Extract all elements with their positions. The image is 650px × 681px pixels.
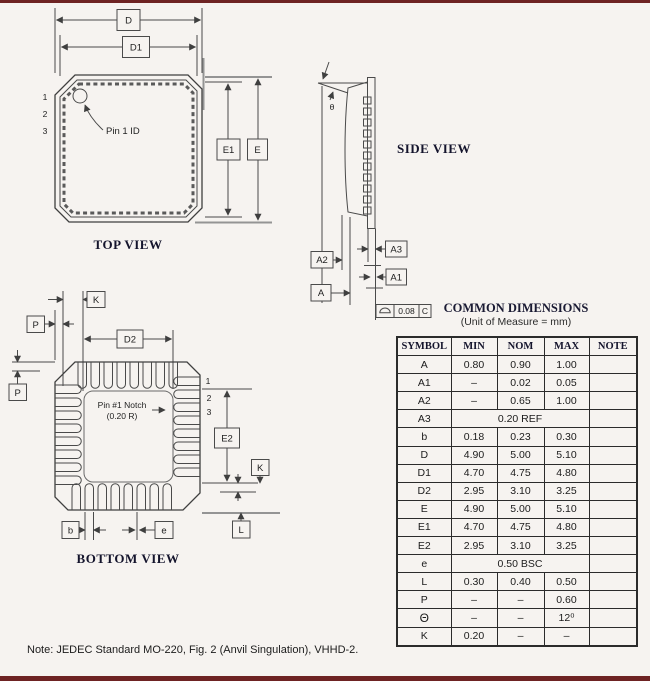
dim-label-l	[233, 521, 251, 538]
table-cell	[589, 464, 637, 482]
table-row	[397, 591, 637, 609]
table-row	[397, 627, 637, 646]
table-row	[397, 518, 637, 536]
table-cell: K	[397, 627, 451, 646]
table-cell: 0.65	[497, 392, 544, 410]
dim-label-k-right	[252, 460, 270, 476]
table-cell: 0.40	[497, 573, 544, 591]
table-row	[397, 573, 637, 591]
table-row	[397, 446, 637, 464]
common-dimensions-table	[396, 336, 638, 647]
dim-label-a1	[386, 269, 407, 285]
table-cell	[589, 410, 637, 428]
svg-text:e: e	[161, 525, 167, 537]
dim-label-e1	[217, 139, 240, 160]
dim-label-e-pitch	[155, 522, 173, 539]
table-row	[397, 482, 637, 500]
bottom-view-linework	[12, 291, 280, 540]
table-cell: 0.30	[544, 428, 589, 446]
bottom-view	[9, 291, 280, 566]
table-row	[397, 428, 637, 446]
table-cell: 0.80	[451, 356, 497, 374]
table-cell: E2	[397, 537, 451, 555]
dim-label-d2	[117, 330, 143, 348]
table-cell: 4.90	[451, 500, 497, 518]
table-row	[397, 392, 637, 410]
table-cell: D2	[397, 482, 451, 500]
side-view-linework	[318, 62, 386, 320]
table-cell: A2	[397, 392, 451, 410]
table-cell	[589, 374, 637, 392]
table-cell: –	[497, 627, 544, 646]
table-cell: –	[497, 591, 544, 609]
table-cell: A3	[397, 410, 451, 428]
svg-text:b: b	[67, 525, 74, 537]
table-cell	[589, 392, 637, 410]
svg-text:E1: E1	[222, 145, 235, 156]
table-cell: 3.10	[497, 482, 544, 500]
table-header-cell: NOM	[497, 337, 544, 356]
table-row	[397, 500, 637, 518]
table-cell	[589, 591, 637, 609]
table-cell: 0.05	[544, 374, 589, 392]
pin-number-1: 1	[205, 376, 211, 386]
table-cell: E1	[397, 518, 451, 536]
table-cell: b	[397, 428, 451, 446]
dim-label-k-top	[87, 292, 105, 308]
table-cell	[589, 446, 637, 464]
table-cell: 0.20	[451, 627, 497, 646]
table-cell: 12⁰	[544, 609, 589, 627]
table-cell: 1.00	[544, 356, 589, 374]
table-cell: 3.10	[497, 537, 544, 555]
table-cell: 0.50	[544, 573, 589, 591]
dim-label-p-top	[27, 316, 45, 333]
table-cell: E	[397, 500, 451, 518]
table-row	[397, 555, 637, 573]
table-cell: 0.02	[497, 374, 544, 392]
svg-text:D: D	[125, 15, 132, 27]
table-cell	[589, 627, 637, 646]
svg-text:E: E	[254, 145, 261, 156]
svg-text:P: P	[32, 319, 39, 331]
table-row	[397, 464, 637, 482]
table-cell: 2.95	[451, 482, 497, 500]
table-cell: 3.25	[544, 537, 589, 555]
svg-text:K: K	[257, 463, 264, 474]
table-cell	[589, 537, 637, 555]
table-cell: –	[451, 591, 497, 609]
table-cell: 4.80	[544, 518, 589, 536]
table-cell	[589, 482, 637, 500]
table-cell: 5.10	[544, 500, 589, 518]
table-cell: 3.25	[544, 482, 589, 500]
dim-label-a2	[311, 252, 333, 269]
table-cell: 4.75	[497, 464, 544, 482]
table-cell: 1.00	[544, 392, 589, 410]
table-cell: 4.70	[451, 518, 497, 536]
table-cell	[589, 518, 637, 536]
svg-text:C: C	[421, 305, 429, 316]
table-cell: 0.20 REF	[451, 410, 589, 428]
table-cell: D1	[397, 464, 451, 482]
svg-text:A3: A3	[390, 244, 403, 256]
table-cell: 2.95	[451, 537, 497, 555]
dim-label-e	[248, 139, 268, 160]
table-cell: –	[497, 609, 544, 627]
table-cell: e	[397, 555, 451, 573]
table-cell: –	[544, 627, 589, 646]
table-header-cell: SYMBOL	[397, 337, 451, 356]
table-row	[397, 374, 637, 392]
table-row	[397, 410, 637, 428]
table-cell: –	[451, 609, 497, 627]
dim-label-e2	[215, 428, 240, 448]
jedec-note: Note: JEDEC Standard MO-220, Fig. 2 (Anvil Singulation), VHHD-2.	[27, 644, 359, 656]
table-row	[397, 609, 637, 627]
svg-text:P: P	[14, 387, 21, 399]
table-cell: 0.18	[451, 428, 497, 446]
table-header-cell: NOTE	[589, 337, 637, 356]
table-cell: 0.90	[497, 356, 544, 374]
svg-text:D1: D1	[129, 42, 143, 54]
table-cell: 5.00	[497, 446, 544, 464]
table-cell	[589, 356, 637, 374]
seating-plane-icon	[380, 308, 390, 313]
pin1-notch-label-line1: Pin #1 Notch	[97, 400, 147, 410]
table-cell	[589, 500, 637, 518]
table-cell: 0.60	[544, 591, 589, 609]
table-cell: –	[451, 392, 497, 410]
table-cell: D	[397, 446, 451, 464]
table-header-cell: MIN	[451, 337, 497, 356]
dim-label-a3	[386, 241, 408, 257]
table-row	[397, 356, 637, 374]
common-dimensions-title: COMMON DIMENSIONS	[443, 301, 589, 315]
bottom-view-title: BOTTOM VIEW	[76, 551, 180, 566]
table-cell: L	[397, 573, 451, 591]
dim-label-d	[117, 10, 140, 31]
pin-number-3: 3	[206, 407, 212, 417]
table-cell: 5.00	[497, 500, 544, 518]
table-cell: A1	[397, 374, 451, 392]
table-header-row	[397, 337, 637, 356]
svg-text:K: K	[92, 295, 100, 306]
table-cell: 0.50 BSC	[451, 555, 589, 573]
top-view	[43, 8, 272, 252]
table-header-cell: MAX	[544, 337, 589, 356]
table-cell: 4.75	[497, 518, 544, 536]
theta-label: θ	[329, 102, 335, 112]
side-view-title: SIDE VIEW	[397, 141, 471, 156]
table-cell: 5.10	[544, 446, 589, 464]
svg-text:E2: E2	[221, 433, 233, 445]
pin1-notch-label-line2: (0.20 R)	[106, 411, 138, 421]
table-cell	[589, 609, 637, 627]
pin-number-3: 3	[42, 126, 48, 136]
table-cell: 4.90	[451, 446, 497, 464]
svg-text:A: A	[317, 288, 325, 299]
top-view-linework	[55, 8, 272, 223]
table-cell	[589, 428, 637, 446]
pin-number-1: 1	[42, 92, 48, 102]
top-view-title: TOP VIEW	[93, 237, 163, 252]
table-cell	[589, 555, 637, 573]
table-cell: P	[397, 591, 451, 609]
svg-text:A1: A1	[390, 272, 403, 284]
pin-number-2: 2	[206, 393, 212, 403]
table-cell: –	[451, 374, 497, 392]
svg-text:L: L	[238, 525, 244, 536]
common-dimensions-subtitle: (Unit of Measure = mm)	[460, 316, 572, 328]
svg-text:A2: A2	[316, 255, 328, 266]
table-cell: A	[397, 356, 451, 374]
table-cell	[589, 573, 637, 591]
table-cell: 0.30	[451, 573, 497, 591]
dim-label-b	[62, 522, 79, 539]
table-cell: 4.80	[544, 464, 589, 482]
svg-text:D2: D2	[123, 334, 137, 346]
table-cell: 4.70	[451, 464, 497, 482]
dim-label-p-left	[9, 384, 27, 401]
pin-number-2: 2	[42, 109, 48, 119]
table-cell: 0.23	[497, 428, 544, 446]
dim-label-d1	[123, 37, 150, 58]
pin1-id-label: Pin 1 ID	[106, 126, 140, 137]
table-row	[397, 537, 637, 555]
dim-label-a	[311, 285, 331, 302]
table-cell: Θ	[397, 609, 451, 627]
side-view	[311, 62, 471, 320]
svg-text:0.08: 0.08	[398, 305, 415, 316]
